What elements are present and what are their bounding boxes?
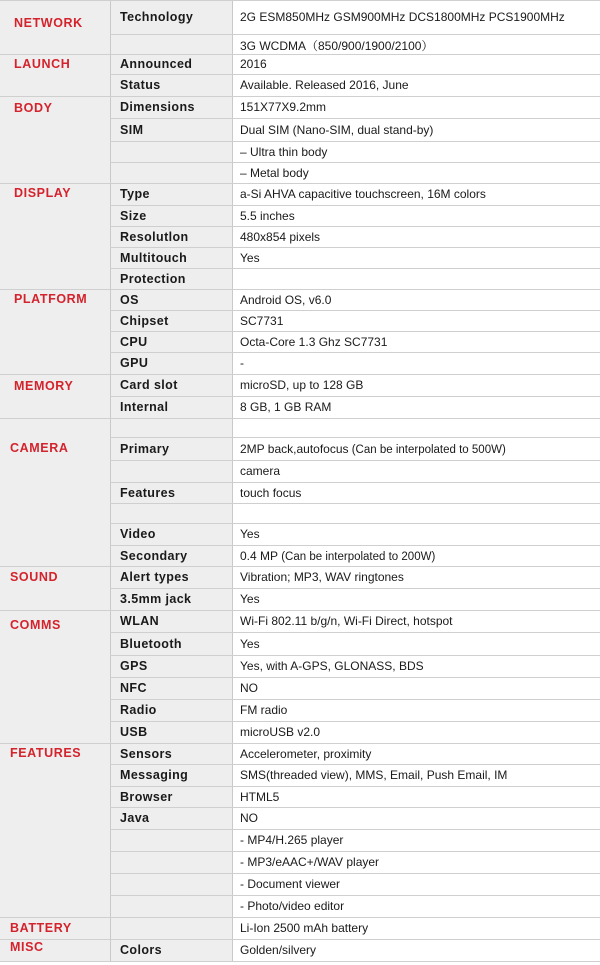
spec-value-text: Yes bbox=[240, 592, 260, 606]
spec-value bbox=[240, 790, 279, 804]
spec-label: Size bbox=[120, 208, 147, 223]
spec-value bbox=[240, 811, 258, 825]
row-divider bbox=[110, 632, 600, 633]
spec-label: Java bbox=[120, 811, 150, 825]
row-label-cell bbox=[110, 419, 232, 438]
spec-value-note: (Can be interpolated to 200W) bbox=[278, 550, 436, 563]
spec-value bbox=[240, 659, 424, 673]
row-label-cell bbox=[110, 918, 232, 940]
row-divider bbox=[110, 829, 600, 830]
row-value-cell bbox=[232, 787, 600, 808]
spec-value bbox=[240, 877, 340, 891]
section-divider bbox=[0, 289, 600, 290]
row-divider bbox=[110, 352, 600, 353]
row-divider bbox=[110, 34, 600, 35]
row-value-cell bbox=[232, 353, 600, 375]
spec-value bbox=[240, 637, 260, 651]
spec-value bbox=[240, 703, 287, 717]
spec-value-text: 3G WCDMA（850/900/1900/2100） bbox=[240, 39, 434, 53]
row-divider bbox=[110, 268, 600, 269]
row-divider bbox=[110, 873, 600, 874]
spec-value-text: Vibration; MP3, WAV ringtones bbox=[240, 570, 404, 584]
spec-value bbox=[240, 78, 409, 92]
row-label-cell bbox=[110, 35, 232, 55]
spec-value bbox=[240, 187, 486, 201]
spec-value bbox=[240, 592, 260, 606]
spec-label: Primary bbox=[120, 441, 170, 456]
row-value-cell bbox=[232, 55, 600, 75]
row-divider bbox=[110, 807, 600, 808]
row-divider bbox=[110, 162, 600, 163]
row-label-cell bbox=[110, 142, 232, 163]
spec-label: WLAN bbox=[120, 614, 160, 628]
spec-value-text: touch focus bbox=[240, 485, 302, 500]
spec-value-text: SC7731 bbox=[240, 313, 284, 328]
spec-value bbox=[240, 209, 295, 223]
spec-value-text: microUSB v2.0 bbox=[240, 725, 321, 739]
spec-value bbox=[240, 123, 433, 137]
row-divider bbox=[110, 205, 600, 206]
row-value-cell bbox=[232, 808, 600, 830]
row-label-cell bbox=[110, 852, 232, 874]
spec-label: Internal bbox=[120, 400, 169, 414]
spec-label: Resolutlon bbox=[120, 229, 189, 244]
spec-value-text: HTML5 bbox=[240, 789, 280, 804]
spec-value-text: Wi-Fi 802.11 b/g/n, Wi-Fi Direct, hotspot bbox=[240, 614, 453, 628]
spec-label: Alert types bbox=[120, 570, 190, 584]
row-value-cell bbox=[232, 269, 600, 290]
spec-value-text: 480x854 pixels bbox=[240, 229, 321, 244]
spec-value bbox=[240, 768, 507, 782]
row-label-cell bbox=[110, 896, 232, 918]
section-title-platform: PLATFORM bbox=[14, 292, 88, 306]
spec-value-text: a-Si AHVA capacitive touchscreen, 16M colors bbox=[240, 187, 486, 201]
section-divider bbox=[0, 54, 600, 55]
spec-value-text: Dual SIM (Nano-SIM, dual stand-by) bbox=[240, 122, 434, 137]
spec-value bbox=[240, 833, 343, 847]
spec-label: Dimensions bbox=[120, 100, 195, 114]
section-title-body: BODY bbox=[14, 101, 53, 115]
spec-value-text: Yes bbox=[240, 250, 260, 265]
spec-value-text: – Metal body bbox=[240, 165, 309, 180]
spec-value bbox=[240, 10, 565, 24]
row-value-cell bbox=[232, 678, 600, 700]
spec-value-text: FM radio bbox=[240, 703, 288, 717]
spec-value-text: 2016 bbox=[240, 57, 267, 71]
section-title-comms: COMMS bbox=[10, 618, 61, 632]
spec-value bbox=[240, 921, 368, 935]
spec-value bbox=[240, 356, 244, 370]
spec-value bbox=[240, 166, 309, 180]
spec-value-text: 151X77X9.2mm bbox=[240, 100, 327, 114]
spec-value-text: NO bbox=[240, 681, 258, 695]
section-divider bbox=[0, 610, 600, 611]
spec-value bbox=[240, 230, 320, 244]
spec-label: SIM bbox=[120, 122, 144, 137]
spec-value-note: (Can be interpolated to 500W) bbox=[348, 443, 506, 456]
row-divider bbox=[110, 503, 600, 504]
row-value-cell bbox=[232, 461, 600, 483]
spec-label: OS bbox=[120, 292, 139, 307]
row-divider bbox=[110, 482, 600, 483]
spec-value-text: Octa-Core 1.3 Ghz SC7731 bbox=[240, 334, 388, 349]
row-divider bbox=[110, 396, 600, 397]
spec-label: Browser bbox=[120, 789, 173, 804]
spec-label: Protection bbox=[120, 271, 186, 286]
spec-value-text: - Document viewer bbox=[240, 877, 341, 891]
spec-value bbox=[240, 486, 301, 500]
section-divider bbox=[0, 566, 600, 567]
spec-label: Video bbox=[120, 527, 156, 541]
spec-label: USB bbox=[120, 725, 148, 739]
spec-value-text: - bbox=[240, 356, 244, 370]
section-divider bbox=[0, 183, 600, 184]
row-value-cell bbox=[232, 419, 600, 438]
section-title-battery: BATTERY bbox=[10, 921, 72, 935]
row-divider bbox=[110, 655, 600, 656]
spec-value bbox=[240, 725, 320, 739]
row-label-cell bbox=[110, 504, 232, 524]
spec-value bbox=[240, 145, 327, 159]
spec-value bbox=[240, 614, 453, 628]
spec-value bbox=[240, 464, 280, 478]
spec-value bbox=[240, 899, 344, 913]
spec-value bbox=[240, 335, 387, 349]
row-divider bbox=[110, 721, 600, 722]
spec-value-text: Accelerometer, proximity bbox=[240, 746, 372, 761]
row-divider bbox=[110, 460, 600, 461]
spec-value bbox=[240, 747, 371, 761]
spec-label: 3.5mm jack bbox=[120, 592, 192, 606]
spec-label: Type bbox=[120, 187, 150, 201]
row-divider bbox=[110, 588, 600, 589]
spec-value-text: - Photo/video editor bbox=[240, 899, 345, 913]
section-divider bbox=[0, 939, 600, 940]
spec-value bbox=[240, 549, 435, 563]
section-divider bbox=[0, 418, 600, 419]
section-divider bbox=[0, 374, 600, 375]
spec-label: Announced bbox=[120, 57, 193, 71]
row-value-cell bbox=[232, 248, 600, 269]
section-title-memory: MEMORY bbox=[14, 379, 74, 393]
spec-label: Bluetooth bbox=[120, 636, 182, 651]
spec-label: Chipset bbox=[120, 313, 169, 328]
spec-label: Card slot bbox=[120, 378, 178, 392]
row-divider bbox=[110, 677, 600, 678]
section-title-launch: LAUNCH bbox=[14, 57, 71, 71]
spec-value bbox=[240, 251, 260, 265]
spec-value bbox=[240, 527, 260, 541]
spec-value-text: Golden/silvery bbox=[240, 943, 317, 957]
section-divider bbox=[0, 0, 600, 1]
row-divider bbox=[110, 699, 600, 700]
spec-value bbox=[240, 100, 326, 114]
spec-value-text: microSD, up to 128 GB bbox=[240, 378, 364, 392]
row-divider bbox=[110, 226, 600, 227]
spec-value-text: SMS(threaded view), MMS, Email, Push Email, IM bbox=[240, 768, 508, 782]
section-title-camera: CAMERA bbox=[10, 441, 69, 455]
row-divider bbox=[110, 247, 600, 248]
spec-value bbox=[240, 314, 283, 328]
row-divider bbox=[110, 786, 600, 787]
row-divider bbox=[110, 331, 600, 332]
section-divider bbox=[0, 96, 600, 97]
spec-value-text: Yes bbox=[240, 636, 260, 651]
row-divider bbox=[110, 74, 600, 75]
section-title-features: FEATURES bbox=[10, 746, 82, 760]
spec-label: Status bbox=[120, 78, 161, 92]
spec-value bbox=[240, 442, 506, 456]
spec-value-text: 0.4 MP bbox=[240, 548, 279, 563]
section-divider bbox=[0, 961, 600, 962]
spec-label: Technology bbox=[120, 9, 194, 24]
spec-value bbox=[240, 400, 331, 414]
spec-value-text: Li-Ion 2500 mAh battery bbox=[240, 921, 369, 935]
spec-label: Secondary bbox=[120, 548, 188, 563]
row-divider bbox=[110, 437, 600, 438]
row-divider bbox=[110, 523, 600, 524]
spec-value bbox=[240, 681, 258, 695]
section-divider bbox=[0, 743, 600, 744]
spec-value bbox=[240, 378, 363, 392]
row-divider bbox=[110, 895, 600, 896]
row-label-cell bbox=[110, 163, 232, 184]
spec-value bbox=[240, 57, 267, 71]
spec-value-text: - MP3/eAAC+/WAV player bbox=[240, 855, 380, 869]
spec-label: Sensors bbox=[120, 746, 173, 761]
row-label-cell bbox=[110, 874, 232, 896]
spec-value-text: Yes, with A-GPS, GLONASS, BDS bbox=[240, 659, 424, 673]
spec-value-text: – Ultra thin body bbox=[240, 144, 328, 159]
row-value-cell bbox=[232, 589, 600, 611]
spec-value-text: camera bbox=[240, 464, 281, 478]
spec-value-text: Android OS, v6.0 bbox=[240, 292, 332, 307]
row-divider bbox=[110, 851, 600, 852]
row-divider bbox=[110, 545, 600, 546]
row-value-cell bbox=[232, 524, 600, 546]
spec-label: Multitouch bbox=[120, 250, 188, 265]
spec-value bbox=[240, 293, 331, 307]
spec-value-text: 2MP back,autofocus bbox=[240, 441, 349, 456]
spec-label: Radio bbox=[120, 703, 157, 717]
section-title-display: DISPLAY bbox=[14, 186, 72, 200]
spec-value-text: Available. Released 2016, June bbox=[240, 78, 409, 92]
spec-label: Messaging bbox=[120, 768, 189, 782]
spec-value-text: Yes bbox=[240, 527, 260, 541]
row-label-cell bbox=[110, 461, 232, 483]
spec-value-text: 5.5 inches bbox=[240, 208, 295, 223]
row-divider bbox=[110, 118, 600, 119]
spec-label: GPU bbox=[120, 356, 149, 370]
row-label-cell bbox=[110, 830, 232, 852]
row-divider bbox=[110, 764, 600, 765]
section-divider bbox=[0, 917, 600, 918]
spec-label: CPU bbox=[120, 334, 148, 349]
spec-value-text: 2G ESM850MHz GSM900MHz DCS1800MHz PCS1900MHz bbox=[240, 9, 565, 24]
row-divider bbox=[110, 310, 600, 311]
spec-value-text: NO bbox=[240, 811, 258, 825]
spec-value bbox=[240, 37, 433, 54]
spec-label: GPS bbox=[120, 659, 148, 673]
row-value-cell bbox=[232, 504, 600, 524]
spec-label: NFC bbox=[120, 681, 147, 695]
row-value-cell bbox=[232, 633, 600, 656]
spec-value-text: - MP4/H.265 player bbox=[240, 833, 344, 847]
section-title-sound: SOUND bbox=[10, 570, 59, 584]
spec-value bbox=[240, 855, 379, 869]
spec-value bbox=[240, 943, 316, 957]
section-title-network: NETWORK bbox=[14, 16, 83, 30]
section-title-misc: MISC bbox=[10, 940, 44, 954]
section-features-band bbox=[0, 744, 110, 918]
spec-value-text: 8 GB, 1 GB RAM bbox=[240, 400, 332, 414]
spec-label: Colors bbox=[120, 943, 162, 957]
row-value-cell bbox=[232, 311, 600, 332]
spec-label: Features bbox=[120, 485, 176, 500]
row-divider bbox=[110, 141, 600, 142]
spec-value bbox=[240, 570, 404, 584]
